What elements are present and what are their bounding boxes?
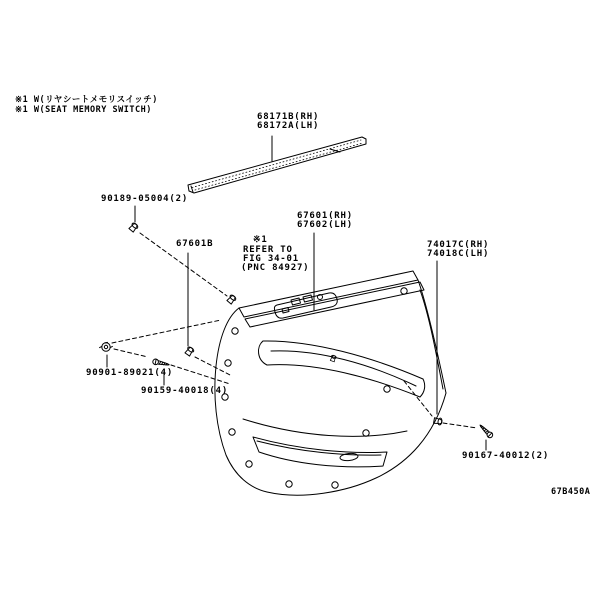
- refer-note-line2: FIG 34-01: [243, 254, 299, 264]
- part-label-garnish-lh: 74018C(LH): [427, 249, 490, 259]
- part-label-belt-moulding-lh: 68172A(LH): [257, 121, 320, 131]
- part-label-screw: 90159-40018(4): [141, 386, 229, 396]
- screw-icon-90159: [152, 359, 169, 368]
- footnote-english: ※1 W(SEAT MEMORY SWITCH): [15, 105, 152, 115]
- footnote-japanese: ※1 W(リヤシートメモリスイッチ): [15, 95, 158, 105]
- diagram-code: 67B450A: [551, 487, 591, 497]
- clip-icon-67601b: [184, 346, 194, 356]
- leader-lines: [107, 136, 486, 450]
- door-trim-panel-drawing: [215, 271, 446, 495]
- part-label-grommet: 90901-89021(4): [86, 368, 174, 378]
- part-label-screw-2: 90167-40012(2): [462, 451, 550, 461]
- belt-moulding-drawing: [188, 137, 366, 193]
- screw-icon-90167: [478, 423, 494, 439]
- part-label-clip-retainer: 90189-05004(2): [101, 194, 189, 204]
- grommet-icon-90901: [100, 342, 113, 351]
- part-label-trim-board-lh: 67602(LH): [297, 220, 353, 230]
- clip-icon-90189: [128, 222, 138, 232]
- refer-note-mark: ※1: [253, 235, 268, 245]
- part-label-trim-board-rh: 67601(RH): [297, 211, 353, 221]
- part-label-belt-moulding-rh: 68171B(RH): [257, 112, 320, 122]
- clip-icon-armrest: [330, 355, 337, 362]
- refer-note-line3: (PNC 84927): [241, 263, 310, 273]
- part-label-clip-67601b: 67601B: [176, 239, 214, 249]
- clip-icon-90189-installed: [226, 294, 236, 304]
- refer-note-line1: REFER TO: [243, 245, 293, 255]
- part-label-garnish-rh: 74017C(RH): [427, 240, 490, 250]
